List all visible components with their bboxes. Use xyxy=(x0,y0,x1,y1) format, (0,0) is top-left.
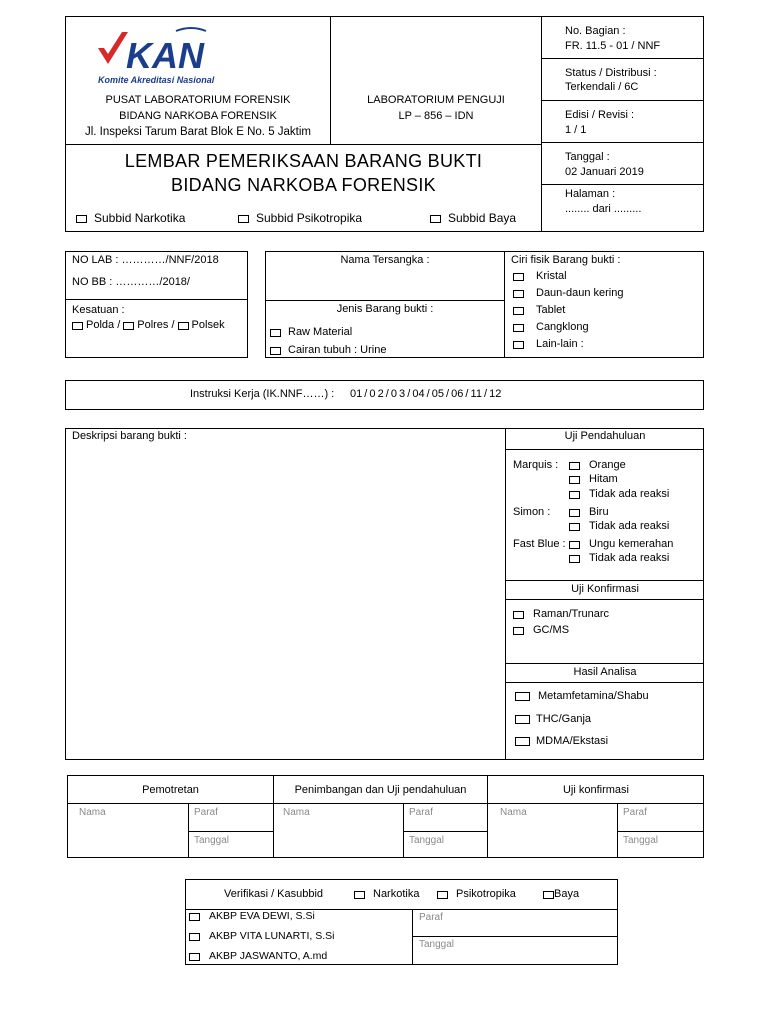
checkbox-icon[interactable] xyxy=(178,322,189,330)
checkbox-icon[interactable] xyxy=(513,627,524,635)
checkbox-icon[interactable] xyxy=(76,215,87,223)
uji-konfirmasi-title: Uji Konfirmasi xyxy=(571,583,639,595)
checkbox-icon[interactable] xyxy=(513,307,524,315)
logo-subtitle: Komite Akreditasi Nasional xyxy=(98,75,215,85)
meta-value: 02 Januari 2019 xyxy=(565,166,644,178)
hasil-analisa-title: Hasil Analisa xyxy=(573,666,637,678)
ciri-fisik-label: Ciri fisik Barang bukti : xyxy=(511,254,621,266)
meta-value: FR. 11.5 - 01 / NNF xyxy=(565,40,661,52)
checkbox-icon[interactable] xyxy=(569,491,580,499)
verif-narkotika[interactable]: Narkotika xyxy=(354,888,419,901)
officer-3[interactable]: AKBP JASWANTO, A.md xyxy=(189,950,327,963)
verif-paraf-field[interactable]: Paraf xyxy=(419,912,443,923)
hasil-ganja[interactable]: THC/Ganja xyxy=(515,713,591,726)
checkbox-icon[interactable] xyxy=(430,215,441,223)
logo-wordmark: KAN xyxy=(126,35,204,76)
col-uji-konfirmasi: Uji konfirmasi xyxy=(562,784,629,796)
simon-biru[interactable]: Biru xyxy=(569,506,609,519)
subbid-baya[interactable]: Subbid Baya xyxy=(430,212,516,225)
ciri-tablet[interactable]: Tablet xyxy=(513,304,565,317)
meta-value: ........ dari ......... xyxy=(565,203,642,215)
form-title-2: BIDANG NARKOBA FORENSIK xyxy=(171,175,436,195)
checkbox-icon[interactable] xyxy=(569,541,580,549)
paraf-field[interactable]: Paraf xyxy=(623,807,647,818)
marquis-hitam[interactable]: Hitam xyxy=(569,473,618,486)
ciri-lain[interactable]: Lain-lain : xyxy=(513,338,584,351)
checkbox-icon[interactable] xyxy=(515,692,530,701)
nama-tersangka-label: Nama Tersangka : xyxy=(340,254,430,266)
tanggal-field[interactable]: Tanggal xyxy=(409,835,445,846)
checkbox-icon[interactable] xyxy=(513,324,524,332)
checkbox-icon[interactable] xyxy=(569,509,580,517)
meta-label: Edisi / Revisi : xyxy=(565,109,635,121)
fastblue-ungu[interactable]: Ungu kemerahan xyxy=(569,538,673,551)
checkbox-icon[interactable] xyxy=(189,953,200,961)
no-lab: NO LAB : …………/NNF/2018 xyxy=(72,254,219,266)
meta-value: Terkendali / 6C xyxy=(565,81,639,93)
verif-psikotropika[interactable]: Psikotropika xyxy=(437,888,516,901)
tanggal-field[interactable]: Tanggal xyxy=(623,835,659,846)
kan-logo xyxy=(96,26,241,88)
konfirmasi-raman[interactable]: Raman/Trunarc xyxy=(513,608,609,621)
meta-label: Status / Distribusi : xyxy=(565,67,657,79)
checkbox-icon[interactable] xyxy=(513,290,524,298)
col-penimbangan: Penimbangan dan Uji pendahuluan xyxy=(294,784,467,796)
col-pemotretan: Pemotretan xyxy=(142,784,199,796)
jenis-bb-label: Jenis Barang bukti : xyxy=(336,303,434,315)
checkbox-icon[interactable] xyxy=(270,329,281,337)
jenis-cairan-tubuh[interactable]: Cairan tubuh : Urine xyxy=(270,344,386,357)
checkbox-icon[interactable] xyxy=(189,933,200,941)
marquis-orange[interactable]: Orange xyxy=(569,459,626,472)
meta-value: 1 / 1 xyxy=(565,124,587,136)
deskripsi-label: Deskripsi barang bukti : xyxy=(72,430,187,442)
checkbox-icon[interactable] xyxy=(569,476,580,484)
unit-options: Polda / Polres / Polsek xyxy=(72,319,225,332)
officer-2[interactable]: AKBP VITA LUNARTI, S.Si xyxy=(189,930,334,943)
meta-label: Halaman : xyxy=(565,188,616,200)
ciri-daun[interactable]: Daun-daun kering xyxy=(513,287,623,300)
checkbox-icon[interactable] xyxy=(569,462,580,470)
simon-label: Simon : xyxy=(513,506,551,518)
org-address: Jl. Inspeksi Tarum Barat Blok E No. 5 Jaktim xyxy=(84,126,312,138)
checkbox-icon[interactable] xyxy=(515,737,530,746)
checkbox-icon[interactable] xyxy=(72,322,83,330)
hasil-ekstasi[interactable]: MDMA/Ekstasi xyxy=(515,735,608,748)
checkbox-icon[interactable] xyxy=(513,341,524,349)
uji-pendahuluan-title: Uji Pendahuluan xyxy=(564,430,646,442)
hasil-shabu[interactable]: Metamfetamina/Shabu xyxy=(515,690,649,703)
fastblue-tidak[interactable]: Tidak ada reaksi xyxy=(569,552,669,565)
instruksi-label: Instruksi Kerja (IK.NNF……) : xyxy=(190,388,335,400)
meta-label: No. Bagian : xyxy=(565,25,626,37)
lab-line1: LABORATORIUM PENGUJI xyxy=(367,94,505,106)
fastblue-label: Fast Blue : xyxy=(513,538,566,550)
ciri-cangklong[interactable]: Cangklong xyxy=(513,321,589,334)
paraf-field[interactable]: Paraf xyxy=(409,807,433,818)
checkbox-icon[interactable] xyxy=(270,347,281,355)
jenis-raw-material[interactable]: Raw Material xyxy=(270,326,352,339)
marquis-tidak[interactable]: Tidak ada reaksi xyxy=(569,488,669,501)
checkbox-icon[interactable] xyxy=(189,913,200,921)
checkbox-icon[interactable] xyxy=(513,611,524,619)
subbid-psikotropika[interactable]: Subbid Psikotropika xyxy=(238,212,362,225)
simon-tidak[interactable]: Tidak ada reaksi xyxy=(569,520,669,533)
paraf-field[interactable]: Paraf xyxy=(194,807,218,818)
nama-field[interactable]: Nama xyxy=(500,807,527,818)
checkbox-icon[interactable] xyxy=(354,891,365,899)
tanggal-field[interactable]: Tanggal xyxy=(194,835,230,846)
org-line2: BIDANG NARKOBA FORENSIK xyxy=(119,110,277,122)
nama-field[interactable]: Nama xyxy=(283,807,310,818)
verifikasi-label: Verifikasi / Kasubbid xyxy=(224,888,324,900)
checkbox-icon[interactable] xyxy=(123,322,134,330)
org-line1: PUSAT LABORATORIUM FORENSIK xyxy=(105,94,291,106)
subbid-narkotika[interactable]: Subbid Narkotika xyxy=(76,212,185,225)
nama-field[interactable]: Nama xyxy=(79,807,106,818)
form-title-1: LEMBAR PEMERIKSAAN BARANG BUKTI xyxy=(124,151,483,171)
ciri-kristal[interactable]: Kristal xyxy=(513,270,567,283)
checkbox-icon[interactable] xyxy=(437,891,448,899)
verif-tanggal-field[interactable]: Tanggal xyxy=(419,939,455,950)
marquis-label: Marquis : xyxy=(513,459,559,471)
checkbox-icon[interactable] xyxy=(238,215,249,223)
verif-baya[interactable]: Baya xyxy=(543,888,579,901)
officer-1[interactable]: AKBP EVA DEWI, S.Si xyxy=(189,910,315,923)
konfirmasi-gcms[interactable]: GC/MS xyxy=(513,624,569,637)
meta-label: Tanggal : xyxy=(565,151,610,163)
checkbox-icon[interactable] xyxy=(569,523,580,531)
checkbox-icon[interactable] xyxy=(515,715,530,724)
checkbox-icon[interactable] xyxy=(569,555,580,563)
instruksi-values: 01 / 0 2 / 0 3 / 04 / 05 / 06 / 11 / 12 xyxy=(350,388,502,400)
lab-line2: LP – 856 – IDN xyxy=(398,110,474,122)
checkbox-icon[interactable] xyxy=(513,273,524,281)
checkbox-icon[interactable] xyxy=(543,891,554,899)
kesatuan-label: Kesatuan : xyxy=(72,304,125,316)
no-bb: NO BB : …………/2018/ xyxy=(72,276,190,288)
